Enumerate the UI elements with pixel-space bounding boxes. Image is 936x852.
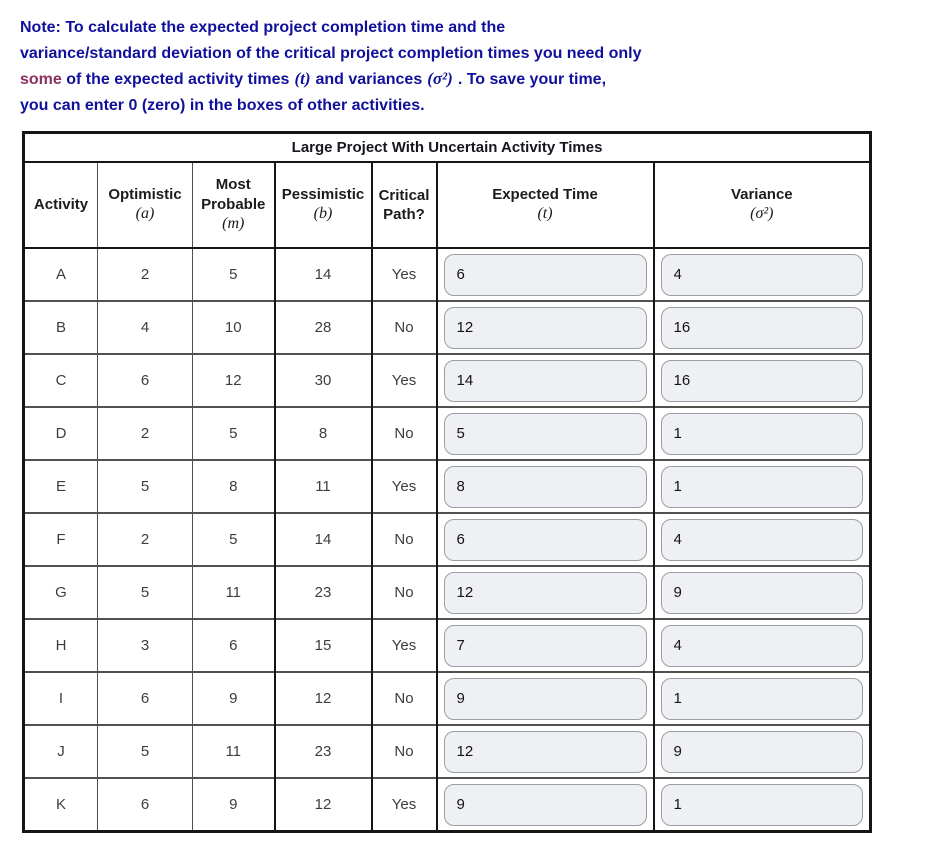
pessimistic-cell: 23 (275, 725, 372, 778)
math-t-header-symbol: (t) (537, 205, 553, 223)
expected-time-cell (437, 407, 654, 460)
variance-input[interactable] (661, 307, 864, 349)
expected-time-input[interactable] (444, 360, 647, 402)
variance-input[interactable] (661, 254, 864, 296)
pessimistic-cell: 30 (275, 354, 372, 407)
column-header-most-probable (193, 162, 275, 248)
variance-cell (654, 778, 871, 832)
variance-cell (654, 566, 871, 619)
expected-time-input[interactable] (444, 254, 647, 296)
variance-cell (654, 354, 871, 407)
activity-cell: D (24, 407, 98, 460)
most-probable-cell: 11 (193, 725, 275, 778)
expected-time-cell (437, 301, 654, 354)
note-line-2: variance/standard deviation of the critical project completion times you need only (20, 44, 642, 62)
critical-path-cell: Yes (372, 460, 437, 513)
expected-time-input[interactable] (444, 625, 647, 667)
optimistic-cell: 6 (98, 778, 193, 832)
expected-time-cell (437, 672, 654, 725)
critical-path-cell: Yes (372, 354, 437, 407)
expected-time-input[interactable] (444, 413, 647, 455)
pessimistic-cell: 12 (275, 672, 372, 725)
expected-time-cell (437, 619, 654, 672)
math-m-symbol: (m) (222, 215, 245, 233)
variance-input[interactable] (661, 625, 864, 667)
variance-input[interactable] (661, 784, 864, 826)
variance-cell (654, 725, 871, 778)
critical-path-cell: Yes (372, 778, 437, 832)
variance-input[interactable] (661, 360, 864, 402)
activity-cell: C (24, 354, 98, 407)
variance-cell (654, 407, 871, 460)
table-row (24, 248, 871, 301)
expected-time-cell (437, 460, 654, 513)
most-probable-cell: 5 (193, 248, 275, 301)
critical-path-cell: No (372, 407, 437, 460)
column-header-pessimistic (275, 162, 372, 248)
expected-time-cell (437, 778, 654, 832)
most-probable-cell: 6 (193, 619, 275, 672)
variance-cell (654, 301, 871, 354)
optimistic-cell: 2 (98, 248, 193, 301)
table-row (24, 672, 871, 725)
optimistic-cell: 3 (98, 619, 193, 672)
activity-cell: A (55, 266, 66, 283)
table-row (24, 725, 871, 778)
activity-cell: K (24, 778, 98, 832)
expected-time-cell (437, 513, 654, 566)
column-header-critical-path-label-1: Critical (378, 186, 430, 204)
optimistic-cell: 6 (98, 354, 193, 407)
variance-input[interactable] (661, 519, 864, 561)
note-line-3-text-b: and variances (315, 71, 423, 88)
optimistic-cell: 4 (98, 301, 193, 354)
expected-time-cell (437, 566, 654, 619)
variance-input[interactable] (661, 413, 864, 455)
column-header-critical-path (372, 162, 437, 248)
column-header-pessimistic-label: Pessimistic (281, 185, 365, 203)
optimistic-cell: 2 (98, 407, 193, 460)
table-title: Large Project With Uncertain Activity Times (24, 133, 871, 163)
pessimistic-cell: 8 (275, 407, 372, 460)
table-body (24, 248, 871, 832)
optimistic-cell: 5 (98, 566, 193, 619)
expected-time-cell (437, 725, 654, 778)
activity-cell: E (24, 460, 98, 513)
most-probable-cell: 5 (193, 513, 275, 566)
most-probable-cell: 9 (193, 672, 275, 725)
optimistic-cell: 5 (98, 460, 193, 513)
column-header-optimistic (98, 162, 193, 248)
variance-cell (654, 248, 871, 301)
expected-time-input[interactable] (444, 572, 647, 614)
note-line-3-text-c: . To save your time, (457, 71, 607, 88)
table-row (24, 566, 871, 619)
note-highlight-some: some (20, 71, 62, 88)
pessimistic-cell: 28 (275, 301, 372, 354)
expected-time-cell (437, 248, 654, 301)
note-line-3-text-a: of the expected activity times (61, 71, 290, 88)
pessimistic-cell: 12 (275, 778, 372, 832)
activity-times-table (22, 131, 872, 833)
optimistic-cell: 5 (98, 725, 193, 778)
most-probable-cell: 11 (193, 566, 275, 619)
pessimistic-cell: 15 (275, 619, 372, 672)
column-header-activity-label: Activity (33, 196, 89, 214)
critical-path-cell: Yes (372, 248, 437, 301)
column-header-variance-label: Variance (730, 185, 793, 203)
variance-input[interactable] (661, 466, 864, 508)
critical-path-cell: No (372, 566, 437, 619)
most-probable-cell: 8 (193, 460, 275, 513)
pessimistic-cell: 23 (275, 566, 372, 619)
pessimistic-cell: 11 (275, 460, 372, 513)
variance-input[interactable] (661, 678, 864, 720)
note-line-4: you can enter 0 (zero) in the boxes of other activities. (20, 96, 425, 114)
table-header-row (24, 162, 871, 248)
variance-cell (654, 513, 871, 566)
expected-time-input[interactable] (444, 466, 647, 508)
activity-cell: H (24, 619, 98, 672)
column-header-expected-time-label: Expected Time (492, 185, 598, 203)
table-row (24, 619, 871, 672)
column-header-optimistic-label: Optimistic (108, 185, 182, 203)
column-header-critical-path-label-2: Path? (383, 206, 425, 223)
expected-time-input[interactable] (444, 784, 647, 826)
column-header-activity (24, 162, 98, 248)
variance-input[interactable] (661, 731, 864, 773)
expected-time-input[interactable] (444, 731, 647, 773)
activity-cell: I (24, 672, 98, 725)
table-row (24, 407, 871, 460)
critical-path-cell: Yes (372, 619, 437, 672)
critical-path-cell: No (372, 301, 437, 354)
table-title-row (24, 133, 871, 163)
critical-path-cell: No (372, 672, 437, 725)
activity-cell: B (24, 301, 98, 354)
variance-cell (654, 460, 871, 513)
table-row (24, 301, 871, 354)
optimistic-cell: 2 (98, 513, 193, 566)
variance-cell (654, 619, 871, 672)
most-probable-cell: 9 (193, 778, 275, 832)
expected-time-cell (437, 354, 654, 407)
column-header-expected-time (437, 162, 654, 248)
pessimistic-cell: 14 (275, 513, 372, 566)
most-probable-cell: 5 (193, 407, 275, 460)
math-a-symbol: (a) (135, 205, 155, 223)
column-header-variance (654, 162, 871, 248)
column-header-most-probable-label-2: Probable (201, 195, 266, 213)
activity-cell: G (24, 566, 98, 619)
math-t-symbol: (t) (294, 69, 311, 88)
critical-path-cell: No (372, 725, 437, 778)
activity-cell: J (24, 725, 98, 778)
expected-time-input[interactable] (444, 678, 647, 720)
note-line-3 (20, 66, 720, 93)
critical-path-cell: No (372, 513, 437, 566)
table-row (24, 778, 871, 832)
optimistic-cell: 6 (98, 672, 193, 725)
activity-cell: F (24, 513, 98, 566)
table-row (24, 513, 871, 566)
math-b-symbol: (b) (313, 205, 333, 223)
variance-input[interactable] (661, 572, 864, 614)
column-header-most-probable-label-1: Most (215, 176, 251, 194)
pessimistic-cell: 14 (275, 248, 372, 301)
note (20, 15, 720, 118)
math-sigma-squared-header-symbol: (σ²) (750, 205, 774, 223)
expected-time-input[interactable] (444, 519, 647, 561)
expected-time-input[interactable] (444, 307, 647, 349)
note-line-1: Note: To calculate the expected project completion time and the (20, 19, 506, 36)
most-probable-cell: 10 (193, 301, 275, 354)
most-probable-cell: 12 (193, 354, 275, 407)
math-sigma-squared-symbol: (σ²) (427, 69, 453, 88)
table-row (24, 354, 871, 407)
table-row (24, 460, 871, 513)
variance-cell (654, 672, 871, 725)
